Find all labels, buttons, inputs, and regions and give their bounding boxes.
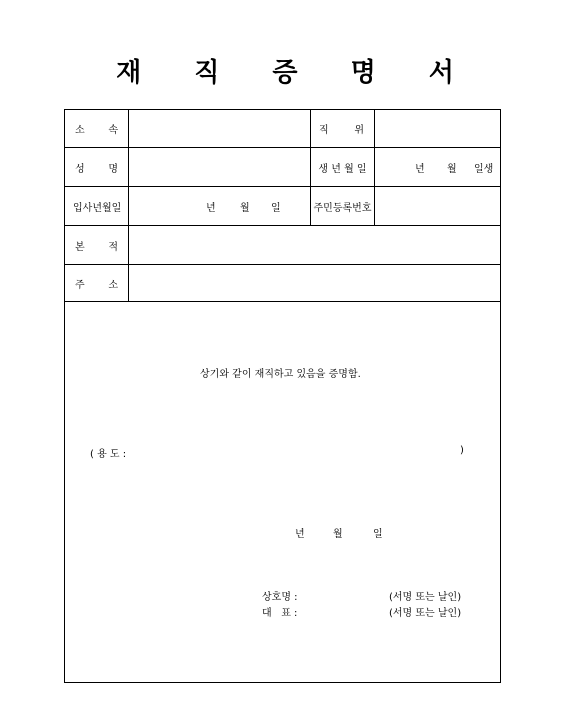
issue-date-month: 월	[333, 529, 343, 540]
birth-field[interactable]: 년 월 일생	[374, 148, 500, 186]
address-label: 주 소	[75, 279, 118, 291]
address-field[interactable]	[128, 265, 500, 301]
document-title: 재 직 증 명 서	[116, 58, 476, 88]
row-name	[65, 148, 500, 187]
position-field[interactable]	[374, 110, 500, 147]
domicile-label: 본 적	[75, 241, 118, 253]
position-label: 직 위	[310, 110, 374, 147]
affiliation-field[interactable]	[128, 110, 310, 147]
name-label: 성 명	[75, 163, 118, 175]
certificate-form	[64, 109, 501, 683]
purpose-field[interactable]	[140, 443, 450, 457]
purpose-close: )	[460, 445, 464, 456]
hire-date-label: 입사년월일	[73, 202, 122, 214]
representative-field[interactable]	[310, 602, 385, 616]
purpose-open: ( 용 도 :	[90, 449, 127, 460]
representative-label: 대 표 :	[262, 608, 298, 619]
birth-label: 생 년 월 일	[310, 148, 374, 186]
issue-date-day: 일	[373, 529, 383, 540]
resident-number-field[interactable]	[374, 187, 500, 225]
name-field[interactable]	[128, 148, 310, 186]
company-sign-note: (서명 또는 날인)	[389, 592, 462, 603]
hire-date-field[interactable]: 년 월 일	[128, 187, 310, 225]
company-name-field[interactable]	[310, 586, 385, 600]
representative-sign-note: (서명 또는 날인)	[389, 608, 462, 619]
resident-number-label: 주민등록번호	[310, 187, 374, 225]
row-domicile	[65, 226, 500, 265]
row-affiliation	[65, 110, 500, 148]
issue-date-year: 년	[295, 529, 305, 540]
row-address	[65, 265, 500, 302]
affiliation-label: 소 속	[75, 125, 118, 136]
certification-statement: 상기와 같이 재직하고 있음을 증명함.	[200, 369, 361, 380]
row-hire-date	[65, 187, 500, 226]
company-name-label: 상호명 :	[262, 592, 298, 603]
domicile-field[interactable]	[128, 226, 500, 264]
